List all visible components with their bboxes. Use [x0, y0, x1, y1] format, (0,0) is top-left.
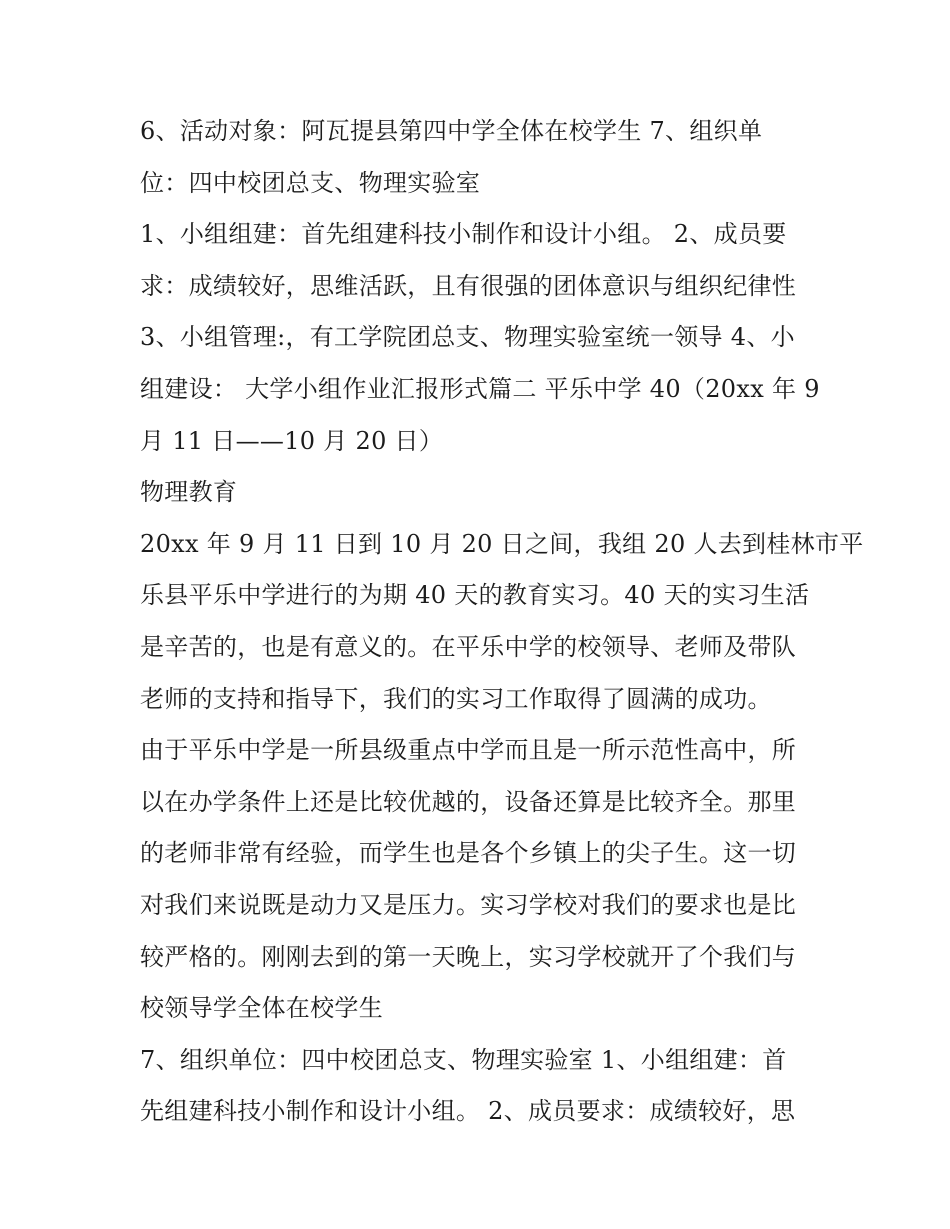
- text-line: 老师的支持和指导下，我们的实习工作取得了圆满的成功。: [140, 684, 772, 713]
- text-line: 位：四中校团总支、物理实验室: [140, 168, 481, 197]
- text-line: 求：成绩较好，思维活跃，且有很强的团体意识与组织纪律性: [140, 271, 797, 300]
- text-line: 先组建科技小制作和设计小组。 2、成员要求：成绩较好，思: [140, 1097, 796, 1126]
- text-line: 是辛苦的，也是有意义的。在平乐中学的校领导、老师及带队: [140, 632, 797, 661]
- text-line: 对我们来说既是动力又是压力。实习学校对我们的要求也是比: [140, 890, 797, 919]
- text-line: 7、组织单位：四中校团总支、物理实验室 1、小组组建：首: [140, 1045, 787, 1074]
- text-line: 的老师非常有经验，而学生也是各个乡镇上的尖子生。这一切: [140, 839, 797, 868]
- text-line: 较严格的。刚刚去到的第一天晚上，实习学校就开了个我们与: [140, 942, 797, 971]
- text-line: 由于平乐中学是一所县级重点中学而且是一所示范性高中，所: [140, 736, 797, 765]
- section-heading: 物理教育: [140, 478, 238, 507]
- text-line: 1、小组组建：首先组建科技小制作和设计小组。 2、成员要: [140, 220, 787, 249]
- text-line: 月 11 日——10 月 20 日）: [140, 426, 444, 455]
- text-line: 以在办学条件上还是比较优越的，设备还算是比较齐全。那里: [140, 787, 797, 816]
- text-line: 20xx 年 9 月 11 日到 10 月 20 日之间，我组 20 人去到桂林市平: [140, 529, 864, 558]
- text-line: 乐县平乐中学进行的为期 40 天的教育实习。40 天的实习生活: [140, 581, 810, 610]
- text-line: 3、小组管理:，有工学院团总支、物理实验室统一领导 4、小: [140, 323, 795, 352]
- document-body: [140, 106, 864, 1138]
- text-line: 组建设： 大学小组作业汇报形式篇二 平乐中学 40（20xx 年 9: [140, 374, 820, 403]
- text-line: 校领导学全体在校学生: [140, 994, 383, 1023]
- text-line: 6、活动对象：阿瓦提县第四中学全体在校学生 7、组织单: [140, 117, 763, 145]
